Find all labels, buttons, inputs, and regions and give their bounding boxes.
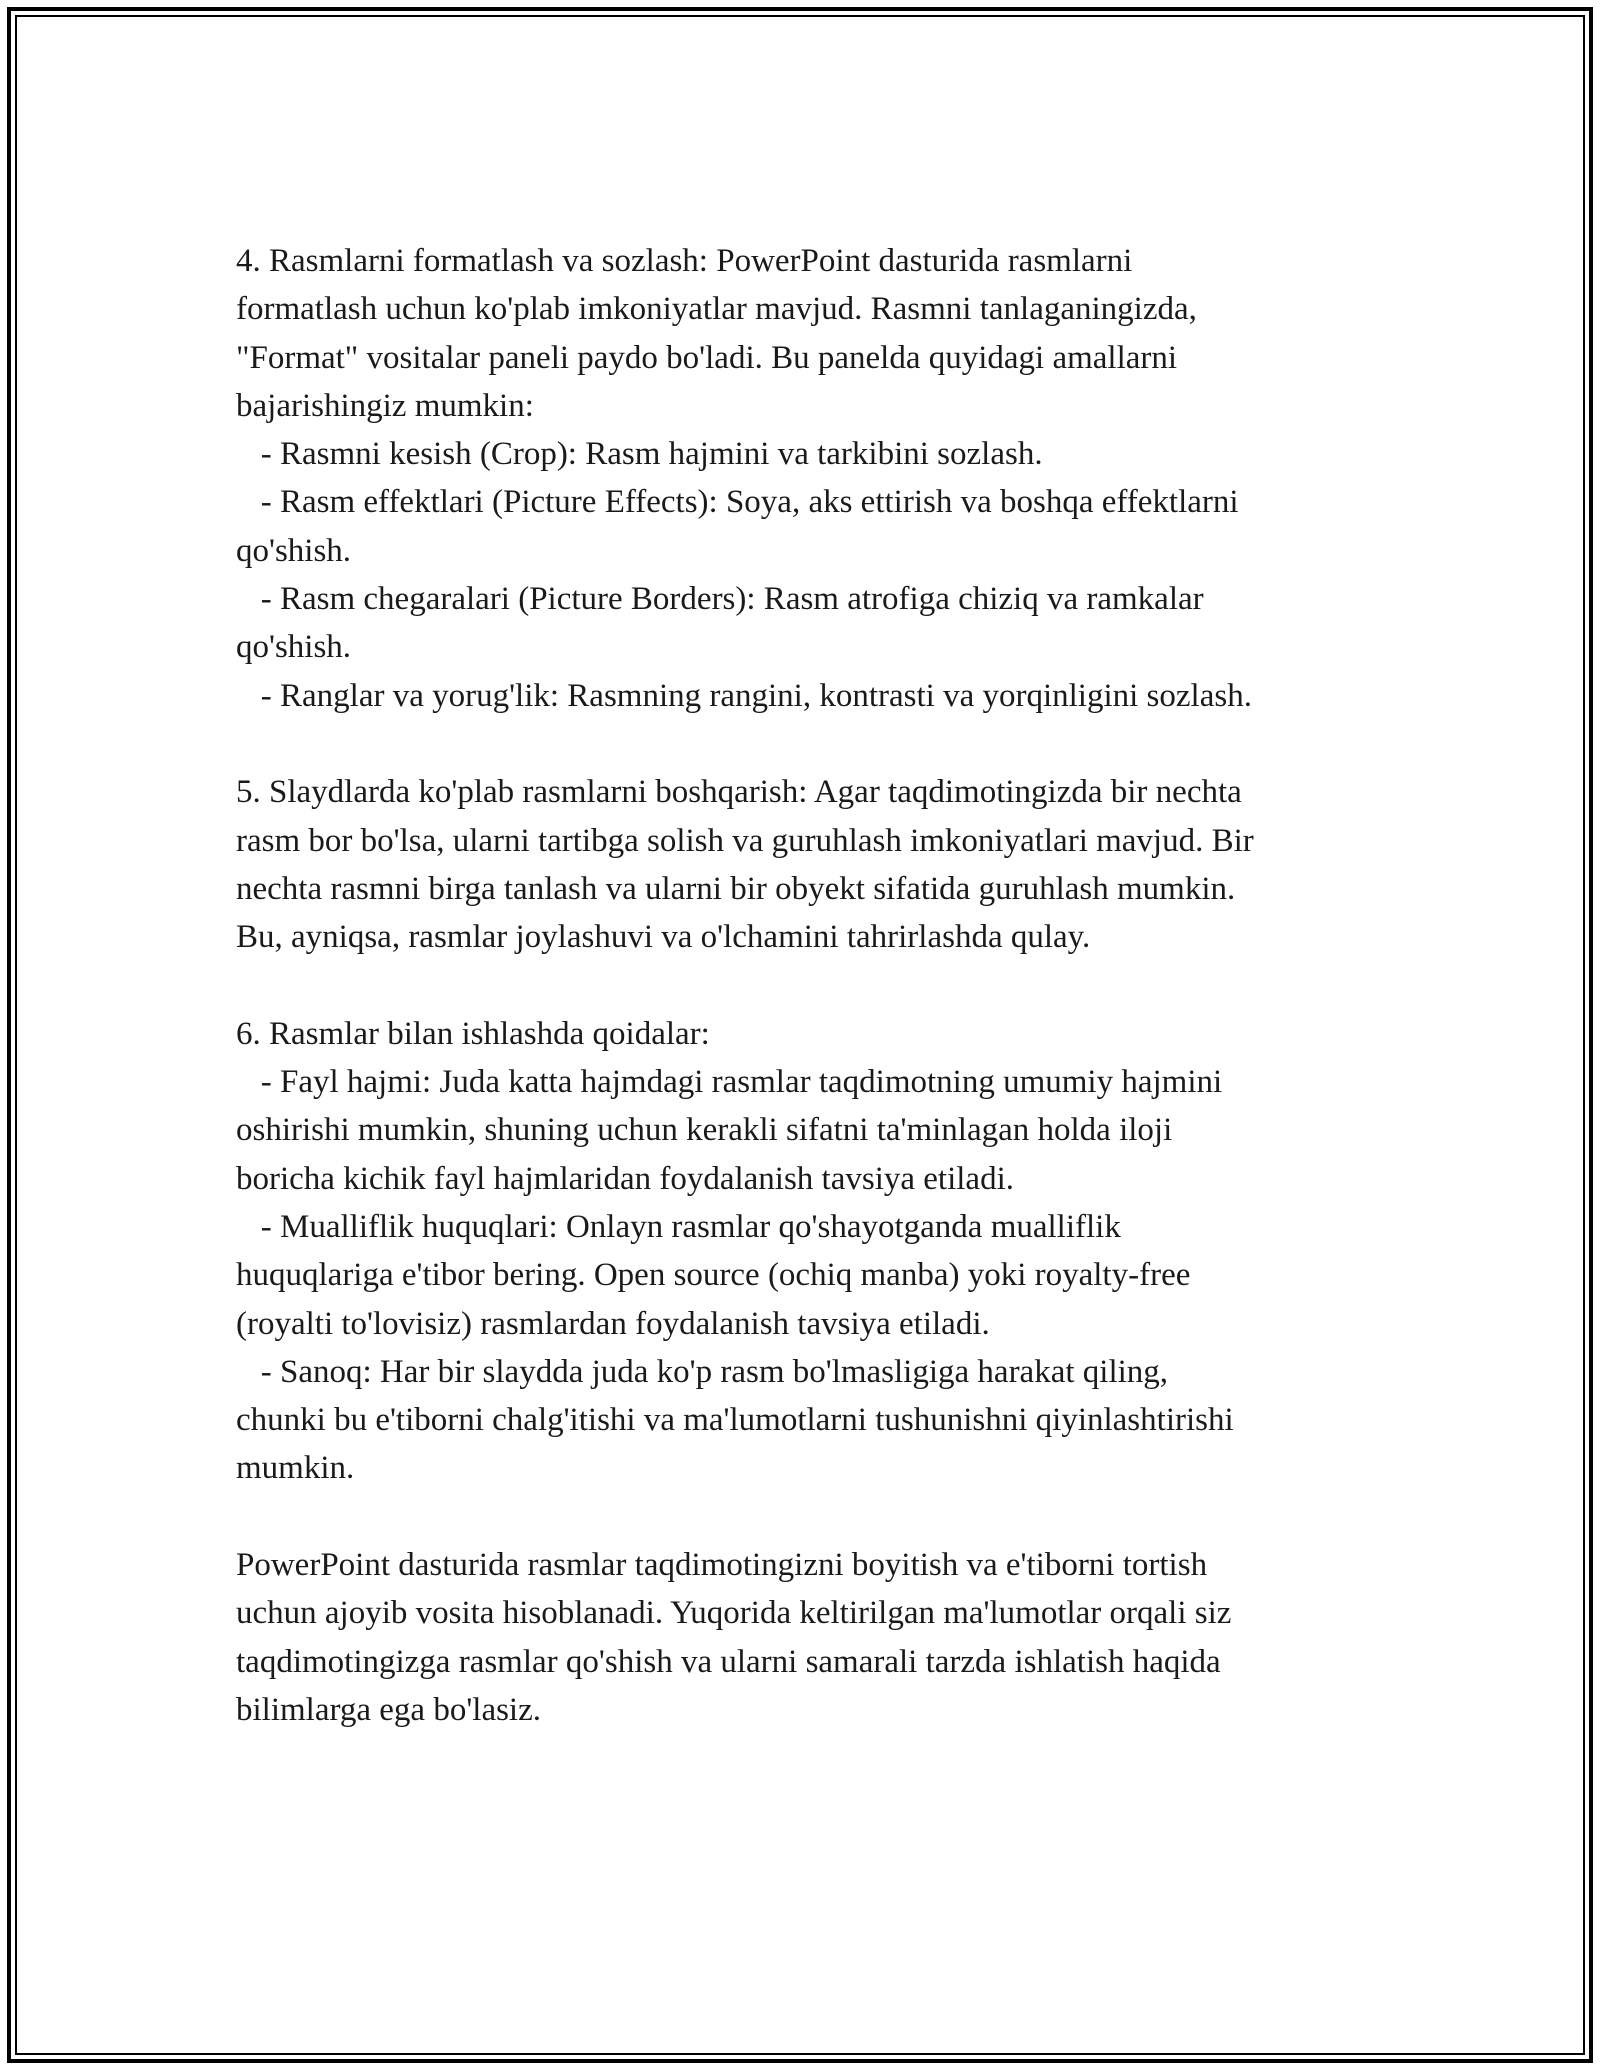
section-4 [236, 237, 1386, 720]
text-line: nechta rasmni birga tanlash va ularni bir obyekt sifatida guruhlash mumkin. [236, 870, 1236, 907]
text-line: "Format" vositalar paneli paydo bo'ladi. Bu panelda quyidagi amallarni [236, 339, 1178, 376]
document-body [236, 237, 1386, 1734]
bullet-line: - Mualliflik huquqlari: Onlayn rasmlar qo'shayotganda mualliflik [236, 1208, 1121, 1245]
text-line: 5. Slaydlarda ko'plab rasmlarni boshqarish: Agar taqdimotingizda bir nechta [236, 774, 1242, 811]
bullet-line: - Rasm chegaralari (Picture Borders): Rasm atrofiga chiziq va ramkalar [236, 581, 1204, 618]
text-line: uchun ajoyib vosita hisoblanadi. Yuqorida keltirilgan ma'lumotlar orqali siz [236, 1595, 1232, 1632]
text-line: qo'shish. [236, 629, 352, 666]
bullet-line: - Ranglar va yorug'lik: Rasmning rangini, kontrasti va yorqinligini sozlash. [236, 677, 1252, 714]
section-title: 6. Rasmlar bilan ishlashda qoidalar: [236, 1015, 710, 1052]
text-line: taqdimotingizga rasmlar qo'shish va ularni samarali tarzda ishlatish haqida [236, 1643, 1221, 1680]
text-line: (royalti to'lovisiz) rasmlardan foydalanish tavsiya etiladi. [236, 1305, 990, 1342]
bullet-line: - Rasmni kesish (Crop): Rasm hajmini va tarkibini sozlash. [236, 436, 1043, 473]
conclusion [236, 1541, 1386, 1734]
bullet-line: - Fayl hajmi: Juda katta hajmdagi rasmlar taqdimotning umumiy hajmini [236, 1064, 1223, 1101]
section-6 [236, 1010, 1386, 1493]
text-line: formatlash uchun ko'plab imkoniyatlar mavjud. Rasmni tanlaganingizda, [236, 291, 1197, 328]
paragraph-gap [236, 720, 1386, 768]
text-line: mumkin. [236, 1450, 355, 1487]
section-5 [236, 768, 1386, 961]
text-line: bilimlarga ega bo'lasiz. [236, 1691, 541, 1728]
paragraph-gap [236, 1493, 1386, 1541]
paragraph-gap [236, 961, 1386, 1009]
text-line: Bu, ayniqsa, rasmlar joylashuvi va o'lchamini tahrirlashda qulay. [236, 919, 1091, 956]
bullet-line: - Rasm effektlari (Picture Effects): Soya, aks ettirish va boshqa effektlarni [236, 484, 1239, 521]
text-line: oshirishi mumkin, shuning uchun kerakli sifatni ta'minlagan holda iloji [236, 1112, 1173, 1149]
text-line: bajarishingiz mumkin: [236, 387, 534, 424]
text-line: PowerPoint dasturida rasmlar taqdimotingizni boyitish va e'tiborni tortish [236, 1547, 1208, 1584]
text-line: huquqlariga e'tibor bering. Open source (ochiq manba) yoki royalty-free [236, 1257, 1191, 1294]
text-line: rasm bor bo'lsa, ularni tartibga solish va guruhlash imkoniyatlari mavjud. Bir [236, 822, 1254, 859]
text-line: qo'shish. [236, 532, 352, 569]
bullet-line: - Sanoq: Har bir slaydda juda ko'p rasm bo'lmasligiga harakat qiling, [236, 1353, 1169, 1390]
text-line: 4. Rasmlarni formatlash va sozlash: PowerPoint dasturida rasmlarni [236, 243, 1133, 279]
text-line: boricha kichik fayl hajmlaridan foydalanish tavsiya etiladi. [236, 1160, 1014, 1197]
text-line: chunki bu e'tiborni chalg'itishi va ma'lumotlarni tushunishni qiyinlashtirishi [236, 1402, 1234, 1439]
